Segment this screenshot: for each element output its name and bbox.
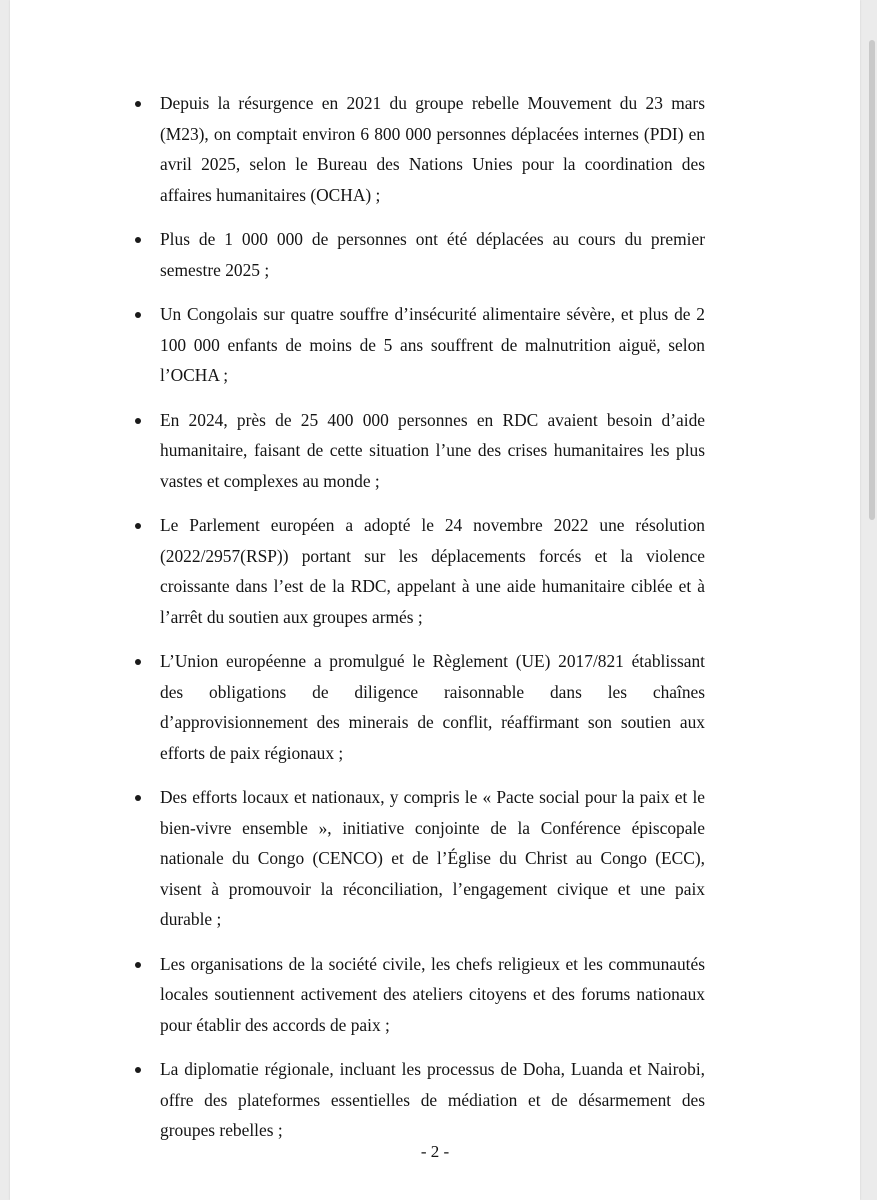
bullet-icon	[135, 962, 141, 968]
bullet-text: La diplomatie régionale, incluant les processus de Doha, Luanda et Nairobi, offre des plateformes essentielles de médiation et de désarmement des groupes rebelles ;	[160, 1059, 705, 1140]
bullet-item	[10, 1054, 705, 1146]
bullet-item	[10, 782, 705, 935]
document-page	[10, 0, 860, 1200]
bullet-item	[10, 224, 705, 285]
bullet-item	[10, 299, 705, 391]
bullet-text: Depuis la résurgence en 2021 du groupe rebelle Mouvement du 23 mars (M23), on comptait environ 6 800 000 personnes déplacées internes (PDI) en avril 2025, selon le Bureau des Nations Unies pour la coordination des affaires humanitaires (OCHA) ;	[160, 93, 705, 205]
bullet-text: Un Congolais sur quatre souffre d’insécurité alimentaire sévère, et plus de 2 100 000 enfants de moins de 5 ans souffrent de malnutrition aiguë, selon l’OCHA ;	[160, 304, 705, 385]
bullet-icon	[135, 1067, 141, 1073]
bullet-text: Le Parlement européen a adopté le 24 novembre 2022 une résolution (2022/2957(RSP)) portant sur les déplacements forcés et la violence croissante dans l’est de la RDC, appelant à une aide humanitaire ciblée et à l’arrêt du soutien aux groupes armés ;	[160, 515, 705, 627]
bullet-item	[10, 949, 705, 1041]
bullet-list	[10, 88, 860, 1160]
page-number: - 2 -	[420, 1142, 450, 1161]
bullet-item	[10, 88, 705, 210]
bullet-text: Des efforts locaux et nationaux, y compris le « Pacte social pour la paix et le bien-vivre ensemble », initiative conjointe de la Conférence épiscopale nationale du Congo (CENCO) et de l’Église du Christ au Congo (ECC), visent à promouvoir la réconciliation, l’engagement civique et une paix durable ;	[160, 787, 705, 929]
bullet-icon	[135, 523, 141, 529]
bullet-item	[10, 510, 705, 632]
bullet-icon	[135, 237, 141, 243]
bullet-text: Les organisations de la société civile, les chefs religieux et les communautés locales soutiennent activement des ateliers citoyens et des forums nationaux pour établir des accords de paix ;	[160, 953, 705, 1035]
bullet-text: En 2024, près de 25 400 000 personnes en RDC avaient besoin d’aide humanitaire, faisant de cette situation l’une des crises humanitaires les plus vastes et complexes au monde ;	[160, 409, 705, 491]
bullet-icon	[135, 312, 141, 318]
bullet-text: Plus de 1 000 000 de personnes ont été déplacées au cours du premier semestre 2025 ;	[160, 229, 705, 280]
vertical-scrollbar[interactable]	[869, 40, 875, 520]
bullet-icon	[135, 795, 141, 801]
bullet-icon	[135, 418, 141, 424]
bullet-item	[10, 646, 705, 768]
bullet-icon	[135, 659, 141, 665]
bullet-text: L’Union européenne a promulgué le Règlement (UE) 2017/821 établissant des obligations de diligence raisonnable dans les chaînes d’approvisionnement des minerais de conflit, réaffirmant son soutien aux efforts de paix régionaux ;	[160, 651, 705, 763]
bullet-item	[10, 405, 705, 497]
bullet-icon	[135, 101, 141, 107]
